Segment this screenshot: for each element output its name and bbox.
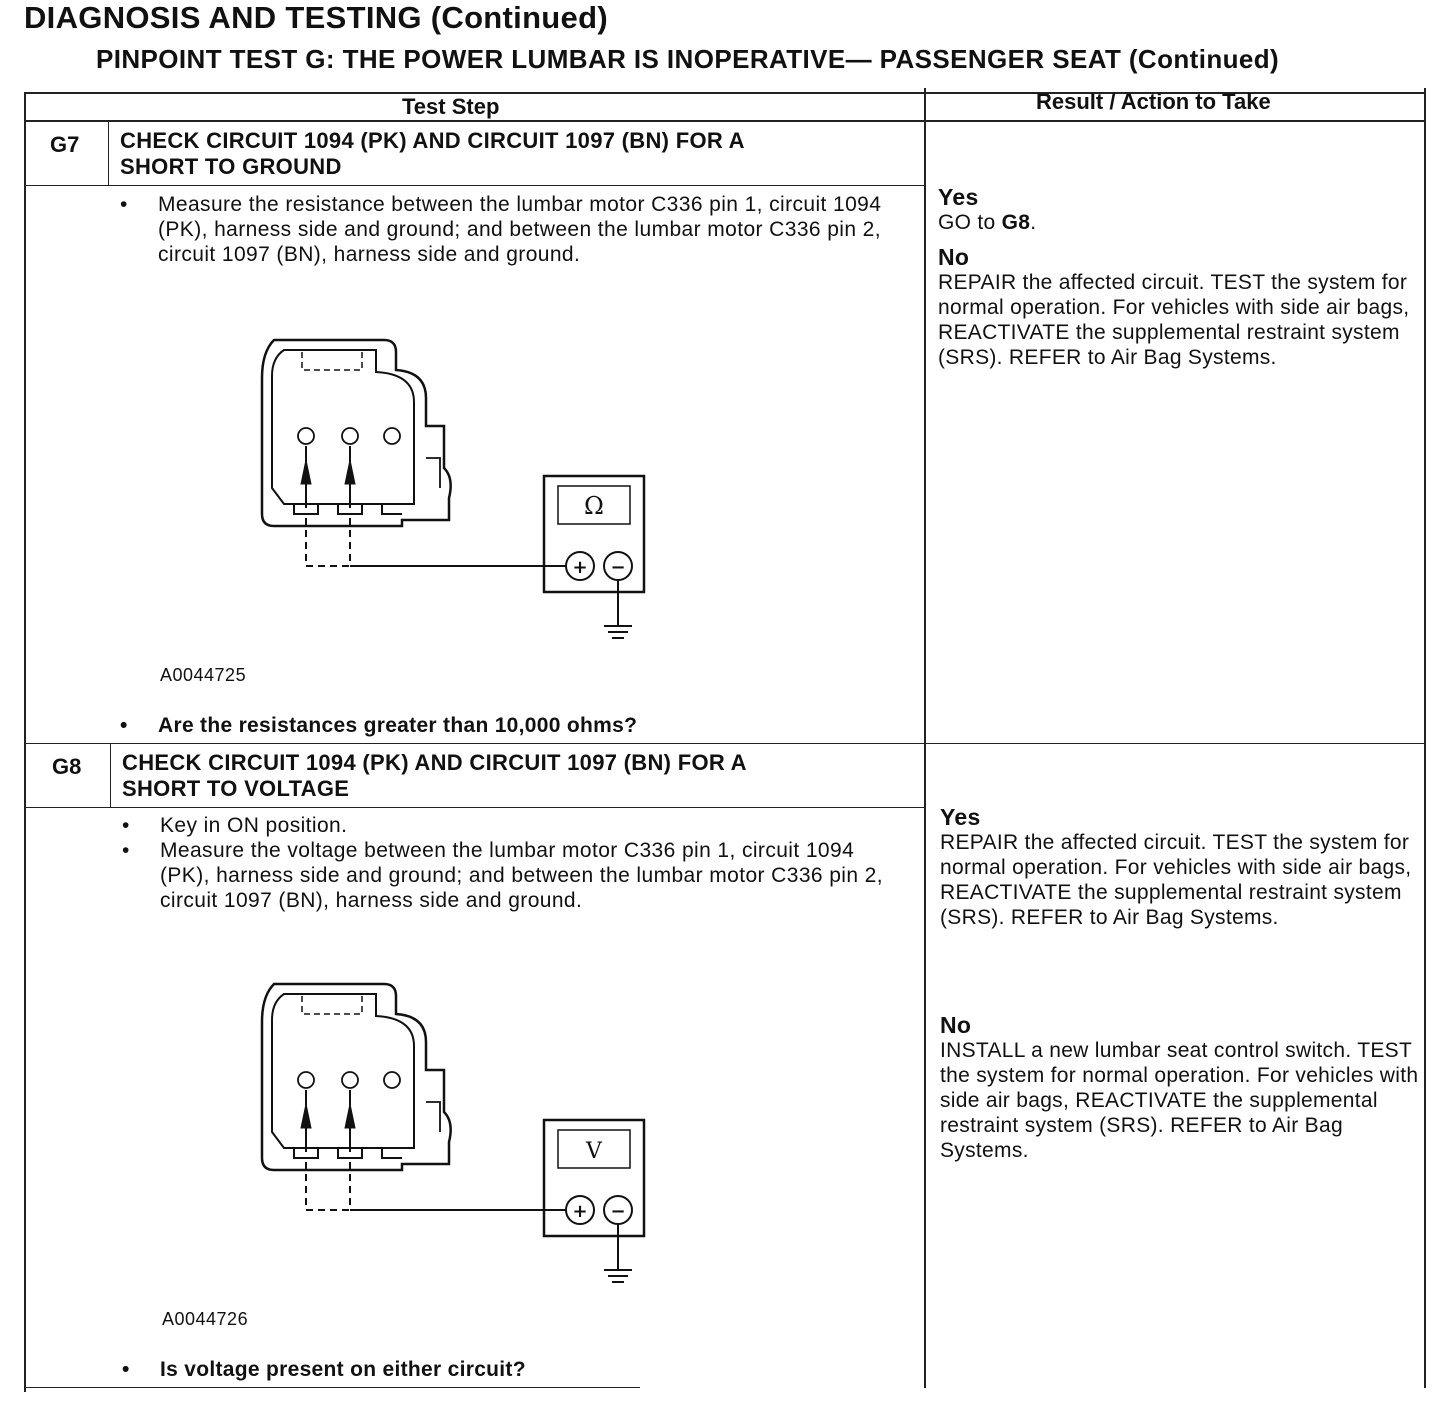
- test-table: [24, 88, 1426, 1388]
- no-action: INSTALL a new lumbar seat control switch. TEST the system for normal operation. For vehicles with side air bags, REACTIVATE the supplemental restraint system (SRS). REFER to Air Bag Systems.: [940, 1039, 1419, 1162]
- connector-inner-outline: [272, 994, 414, 1148]
- step-question: • Are the resistances greater than 10,000 ohms?: [120, 714, 637, 738]
- instruction-item: • Measure the resistance between the lumbar motor C336 pin 1, circuit 1094 (PK), harness side and ground; and between the lumbar motor C336 pin 2, circuit 1097 (BN), harness side and ground.: [120, 192, 890, 267]
- pin-1: [298, 1072, 314, 1088]
- connector-outline: [262, 340, 451, 526]
- pin-3: [384, 428, 400, 444]
- meter-symbol: V: [586, 1139, 602, 1164]
- connector-inner-outline: [272, 350, 414, 504]
- no-label: No: [938, 244, 970, 270]
- step-title: [122, 750, 747, 802]
- pinpoint-test-title: PINPOINT TEST G: THE POWER LUMBAR IS INOPERATIVE— PASSENGER SEAT (Continued): [96, 44, 1280, 74]
- result-yes: [940, 805, 1420, 930]
- column-divider: [924, 88, 926, 1388]
- no-label: No: [940, 1012, 972, 1038]
- step-id: G7: [50, 132, 80, 157]
- step-question: • Is voltage present on either circuit?: [122, 1358, 526, 1382]
- g8-id-divider: [110, 744, 111, 808]
- instruction-item: • Key in ON position.: [122, 813, 892, 838]
- goto-step-link[interactable]: G8: [1001, 211, 1031, 234]
- table-bottom-border: [24, 1387, 640, 1388]
- yes-label: Yes: [938, 184, 979, 210]
- g8-title-bottom: [24, 807, 924, 808]
- column-header-test-step: Test Step: [402, 94, 500, 119]
- yes-action-suffix: .: [1030, 211, 1037, 234]
- connector-outline: [262, 984, 451, 1170]
- page-title: DIAGNOSIS AND TESTING (Continued): [24, 0, 608, 35]
- instruction-item: • Measure the voltage between the lumbar motor C336 pin 1, circuit 1094 (PK), harness side and ground; and between the lumbar motor C336 pin 2, circuit 1097 (BN), harness side and ground.: [122, 838, 892, 913]
- pin-2: [342, 428, 358, 444]
- result-no: [940, 1013, 1420, 1163]
- column-header-result: Result / Action to Take: [1036, 89, 1271, 114]
- yes-action-prefix: GO to: [938, 211, 1002, 234]
- pin-1: [298, 428, 314, 444]
- step-title-line: CHECK CIRCUIT 1094 (PK) AND CIRCUIT 1097 (BN) FOR A: [120, 128, 745, 153]
- pin-3: [384, 1072, 400, 1088]
- figure-code: A0044726: [162, 1309, 249, 1329]
- step-id: G8: [52, 754, 82, 779]
- pin-2: [342, 1072, 358, 1088]
- yes-label: Yes: [940, 804, 981, 830]
- g7-id-divider: [108, 122, 109, 186]
- yes-action: REPAIR the affected circuit. TEST the system for normal operation. For vehicles with side air bags, REACTIVATE the supplemental restraint system (SRS). REFER to Air Bag Systems.: [940, 831, 1412, 929]
- figure-code: A0044725: [160, 665, 247, 685]
- row-divider: [24, 743, 1426, 744]
- connector-ohmmeter-diagram: [244, 328, 644, 658]
- no-action: REPAIR the affected circuit. TEST the system for normal operation. For vehicles with side air bags, REACTIVATE the supplemental restraint system (SRS). REFER to Air Bag Systems.: [938, 271, 1410, 369]
- table-left-border: [24, 92, 26, 1392]
- step-title-line: SHORT TO GROUND: [120, 154, 342, 179]
- g7-title-bottom: [24, 185, 924, 186]
- step-title-line: SHORT TO VOLTAGE: [122, 776, 350, 801]
- result-no: [938, 245, 1418, 370]
- step-title: [120, 128, 745, 180]
- step-title-line: CHECK CIRCUIT 1094 (PK) AND CIRCUIT 1097 (BN) FOR A: [122, 750, 747, 775]
- table-right-border: [1424, 88, 1426, 1388]
- connector-voltmeter-diagram: [244, 972, 644, 1302]
- header-bottom-border: [24, 120, 1426, 122]
- step-instructions: [120, 192, 890, 267]
- step-instructions: [122, 813, 892, 913]
- meter-symbol: Ω: [584, 492, 604, 520]
- minus-symbol: −: [610, 1201, 626, 1222]
- result-yes: [938, 185, 1418, 235]
- yes-action: [938, 210, 1418, 235]
- minus-symbol: −: [610, 557, 626, 578]
- plus-symbol: +: [572, 1201, 588, 1222]
- plus-symbol: +: [572, 557, 588, 578]
